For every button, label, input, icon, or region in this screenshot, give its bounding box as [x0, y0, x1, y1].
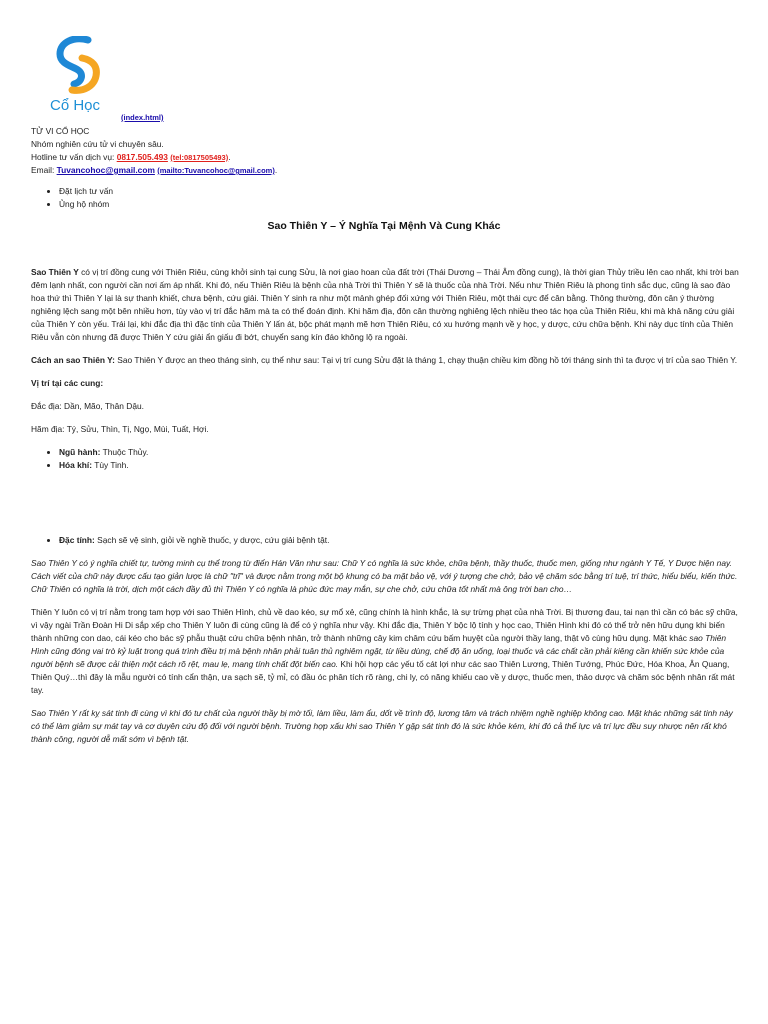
ham-dia: Hãm địa: Tý, Sửu, Thìn, Tị, Ngọ, Mùi, Tuất, Hợi. [31, 424, 209, 434]
page-title: Sao Thiên Y – Ý Nghĩa Tại Mệnh Và Cung Khác [267, 220, 501, 232]
logo-text[interactable]: Cổ Học [50, 97, 101, 114]
email-mailto-link[interactable]: (mailto:Tuvancohoc@gmail.com) [157, 166, 275, 175]
dac-tinh-list [31, 534, 739, 547]
hotline-tel-link[interactable]: (tel:0817505493) [170, 153, 229, 162]
home-link[interactable]: (index.html) [121, 113, 164, 122]
an-sao-text: Sao Thiên Y được an theo tháng sinh, cụ thể như sau: Tại vị trí cung Sửu đặt là tháng 1, chạy thuận chiều kim đồng hồ tới tháng sinh thì ta được vị trí của sao Thiên Y. [114, 355, 738, 365]
email-label: Email: [31, 165, 57, 175]
dac-tinh-value: Sạch sẽ vệ sinh, giỏi về nghề thuốc, y dược, cứu giải bệnh tật. [94, 535, 330, 545]
tam-hop-text-b: sao Thiên Hình cũng đóng vai trò kỷ luật trong quá trình điều trị mà bệnh nhân phải tuân thủ nghiêm ngặt, từ liều dùng, chế độ ăn uống, loại thuốc và các chất cần phải kiêng cần khiến sức khỏe của người bệnh sẽ được cải thiện một cách rõ rệt, mau lẹ, mang tính chất đột biến cao. [31, 633, 727, 669]
tam-hop-text-c: Khi hội hợp các yếu tố cát lợi như các sao Thiên Lương, Thiên Tướng, Phúc Đức, Hóa Khoa, Ân Quang, Thiên Quý…thì đây là mẫu người có tính cẩn thận, ưa sạch sẽ, tỷ mỉ, có đầu óc phân tích rõ ràng, chi ly, có năng khiếu cao về y dược, thuốc men, thảo dược và chăm sóc bệnh nhân rất mát tay. [31, 659, 735, 695]
vi-tri-heading-text: Vị trí tại các cung: [31, 378, 104, 388]
article-content [31, 266, 739, 756]
an-sao-bold: Cách an sao Thiên Y: [31, 355, 115, 365]
intro-paragraph [31, 266, 739, 344]
hoa-khi-label: Hóa khí: [59, 460, 93, 470]
top-menu [31, 185, 359, 211]
ngu-hanh-label: Ngũ hành: [59, 447, 101, 457]
dac-dia: Đắc địa: Dần, Mão, Thân Dậu. [31, 401, 144, 411]
email-line [31, 164, 531, 177]
hotline-label: Hotline tư vấn dịch vụ: [31, 152, 117, 162]
intro-text: có vị trí đồng cung với Thiên Riêu, cùng khởi sinh tại cung Sửu, là nơi giao hoan của đất trời (Thái Dương – Thái Âm đồng cung), là thời gian Thủy triều lên cao nhất, khi trời ban đêm lạnh nhất, con người cần nơi ấm áp nhất. Khi đó, nếu Thiên Riêu là bệnh của nhà Trời thì Thiên Y sẽ là thuốc của nhà Trời. Nếu như Thiên Riêu là phong tình sắc dục, cũng là sao đào hoa thứ thì Thiên Y lại là sự thanh khiết, chưa bệnh, cứu giải. Thiên Y sinh ra như một mảnh ghép đối xứng với Thiên Riêu, một thái cực để cân bằng. Thông thường, đôn cân ý thường nghiêng lệch sang một bên nhiều hơn, tùy vào vị trí đắc hãm mà ta có thể đoán định. Khi hãm địa, đôn cân thường nghiêng lệch nhiều theo tác họa của Thiên Riêu, khi mà khả năng cứu giải của Thiên Y còn yếu. Trái lại, khi đắc địa thì đặc tính của Thiên Y lấn át, bộc phát mạnh mẽ hơn Thiên Riêu, có xu hướng mạnh về y học, y dược, cứu chữa bệnh. Khi này dục tính của Thiên Riêu vẫn còn nhưng đã được Thiên Y cứu giải ẩn giấu đi bớt, chuyển sang kín đáo không lộ ra ngoài. [31, 267, 739, 342]
vi-tri-heading [31, 377, 739, 390]
spacer [31, 482, 739, 534]
list-item [59, 534, 739, 547]
menu-item-dat-lich[interactable]: • Đặt lịch tư vấn [59, 185, 359, 198]
intro-bold: Sao Thiên Y [31, 267, 79, 277]
an-sao-paragraph [31, 354, 739, 367]
attributes-list [31, 446, 739, 472]
menu-item-ung-ho[interactable]: • Ủng hộ nhóm [59, 198, 359, 211]
list-item [59, 459, 739, 472]
list-item [59, 446, 739, 459]
email-end: . [274, 165, 278, 175]
italic-paragraph-1: Sao Thiên Y có ý nghĩa chiết tự, tường minh cụ thể trong từ điển Hán Văn như sau: Chữ Y có nghĩa là sức khỏe, chữa bệnh, thầy thuốc, thuốc men, giống như ngành Y Tế, Y Dược hiện nay. Cách viết của chữ này được cấu tạo giản lược là chữ "trĩ" và được nằm trong một bộ khung có ba mặt bảo vệ, với ý tượng che chở, bảo vệ chăm sóc bằng trí tuệ, trí thức, hiểu biểu, kiến thức. Chữ Thiên có nghĩa là trời, dịch một cách đầy đủ thì Thiên Y có nghĩa là phúc đức may mắn, sự che chở, cứu chữa tốt nhất mà ông trời ban cho… [31, 558, 738, 594]
italic-paragraph-2: Sao Thiên Y rất kỵ sát tinh đi cùng vì khi đó tư chất của người thầy bị mờ tối, làm liều, làm ẩu, dốt về trình độ, lương tâm và trách nhiệm nghề nghiệp không cao. Mặt khác những sát tinh này có thể làm giảm sự mát tay và cơ duyên cứu độ đối với người bệnh. Trường hợp xấu khi sao Thiên Y gặp sát tinh đó là sức khỏe kém, khi đó cả thể lực và trí lực đều suy nhược nên rất khó thành công, người dễ mất sớm vì bệnh tật. [31, 708, 733, 744]
hoa-khi-value: Tùy Tinh. [92, 460, 129, 470]
tam-hop-text-a: Thiên Y luôn có vị trí nằm trong tam hợp với sao Thiên Hình, chủ về dao kéo, sự mổ xẻ, cũng chính là hình khắc, là sự trừng phạt của nhà Trời. Bị thương đau, tai nạn thì cần có bác sỹ chữa, vì vậy ngài Trần Đoàn Hi Di sắp xếp cho Thiên Y luôn đi cùng cũng là để có ý nghĩa như vậy. Khi đắc địa, Thiên Y bộc lộ tính y học cao, Thiên Hình khi đó có thể trở nên hữu dụng khi biến thành những con dao, cái kéo cho bác sỹ phẫu thuật cứu chữa bệnh nhân, trở thành những cây kim châm cứu bấm huyệt của người thầy lang, thật vô cùng hữu dụng. Mặt khác [31, 607, 738, 643]
hotline-line [31, 151, 531, 164]
hotline-end: . [228, 152, 231, 162]
site-header-info [31, 125, 531, 177]
email-link[interactable]: Tuvancohoc@gmail.com [56, 165, 155, 175]
dac-tinh-label: Đặc tính: [59, 535, 95, 545]
ngu-hanh-value: Thuộc Thủy. [100, 447, 149, 457]
tagline: Nhóm nghiên cứu tử vi chuyên sâu. [31, 139, 164, 149]
site-name: TỬ VI CỔ HỌC [31, 126, 90, 136]
tam-hop-paragraph [31, 606, 739, 697]
hotline-number-link[interactable]: 0817.505.493 [116, 152, 168, 162]
co-hoc-logo-icon[interactable] [48, 36, 108, 98]
